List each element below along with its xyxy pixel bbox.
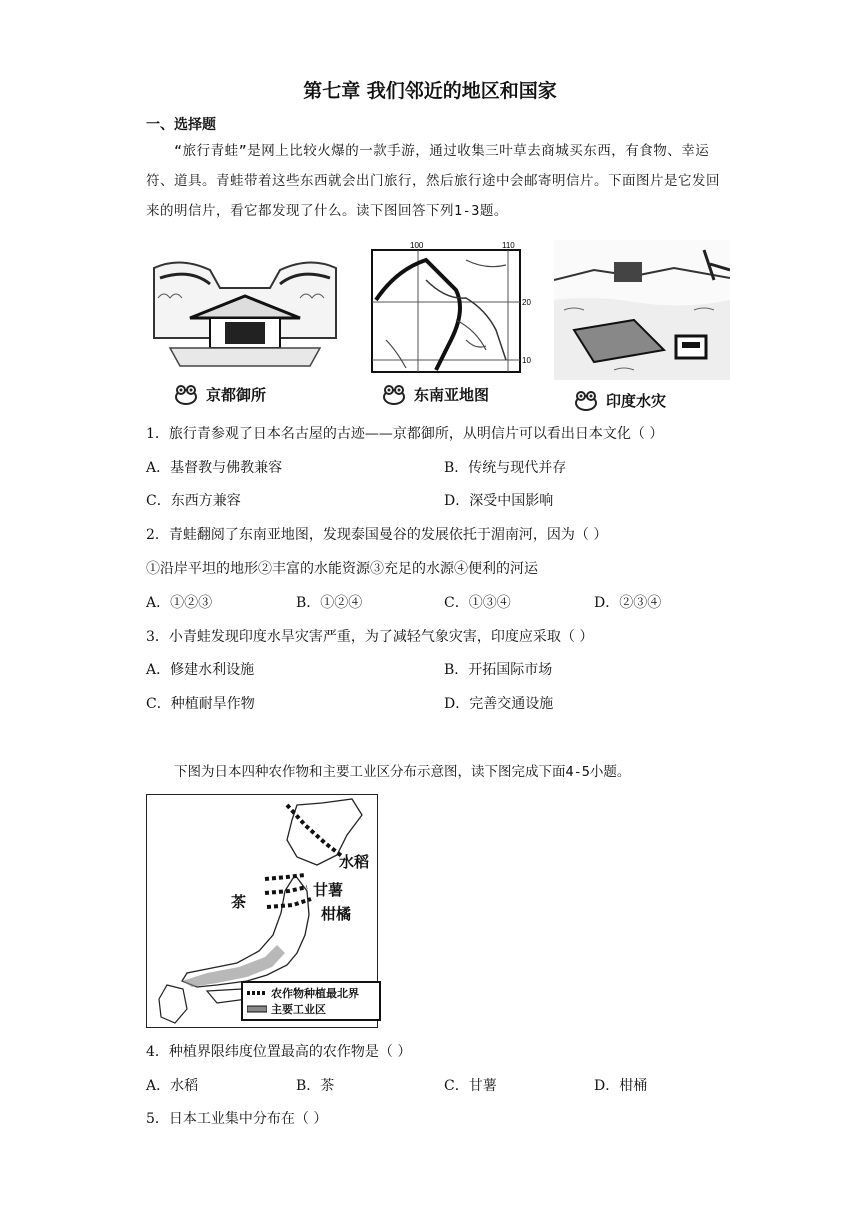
label-tea: 茶 (231, 893, 247, 911)
postcard-se-asia-map (366, 240, 536, 376)
postcard-india-flood-image (554, 240, 730, 380)
postcard-caption-india (572, 388, 666, 412)
q2-option-c[interactable]: C．①③④ (444, 595, 511, 611)
label-citrus: 柑橘 (321, 905, 352, 923)
q4-option-a[interactable]: A．水稻 (146, 1078, 199, 1094)
frog-icon (172, 382, 200, 406)
question-4-stem: 4．种植界限纬度位置最高的农作物是（ ） (146, 1044, 412, 1060)
japan-crop-map (146, 794, 378, 1028)
q2-option-a[interactable]: A．①②③ (146, 595, 213, 611)
question-2-stem: 2．青蛙翻阅了东南亚地图，发现泰国曼谷的发展依托于湄南河，因为（ ） (146, 527, 608, 543)
caption-text: 京都御所 (206, 385, 267, 404)
intro-paragraph-2: 下图为日本四种农作物和主要工业区分布示意图，读下图完成下面4-5小题。 (174, 764, 631, 780)
tick-10: 10 (522, 356, 531, 365)
label-rice: 水稻 (339, 853, 370, 871)
tick-20: 20 (522, 298, 531, 307)
caption-text: 印度水灾 (606, 391, 667, 410)
label-sweet-potato: 甘薯 (313, 881, 344, 899)
postcard-caption-kyoto (172, 382, 266, 406)
q3-option-c[interactable]: C．种植耐旱作物 (146, 696, 255, 712)
map-legend (241, 981, 381, 1021)
question-1-stem: 1．旅行青参观了日本名古屋的古迹——京都御所，从明信片可以看出日本文化（ ） (146, 426, 664, 442)
q1-option-c[interactable]: C．东西方兼容 (146, 493, 241, 509)
page-title: 第七章 我们邻近的地区和国家 (303, 80, 557, 102)
postcard-caption-se-asia (380, 382, 489, 406)
caption-text: 东南亚地图 (414, 385, 490, 404)
q4-option-b[interactable]: B．茶 (296, 1078, 335, 1094)
section-heading: 一、选择题 (146, 117, 216, 133)
q1-option-a[interactable]: A．基督教与佛教兼容 (146, 460, 283, 476)
q4-option-d[interactable]: D．柑桶 (594, 1078, 648, 1094)
frog-icon (572, 388, 600, 412)
q2-option-b[interactable]: B．①②④ (296, 595, 363, 611)
intro-paragraph: “旅行青蛙”是网上比较火爆的一款手游，通过收集三叶草去商城买东西，有食物、幸运符、道具。青蛙带着这些东西就会出门旅行，然后旅行途中会邮寄明信片。下面图片是它发回来的明信片，看它都发现了什么。读下图回答下列1-3题。 (146, 143, 720, 219)
dotted-line-legend-icon (247, 990, 267, 996)
q4-option-c[interactable]: C．甘薯 (444, 1078, 497, 1094)
q1-option-b[interactable]: B．传统与现代并存 (444, 460, 567, 476)
industrial-zone-legend-icon (247, 1005, 267, 1013)
question-2-note: ①沿岸平坦的地形②丰富的水能资源③充足的水源④便利的河运 (146, 561, 538, 577)
legend-item-crop-line: 农作物种植最北界 (271, 987, 359, 1000)
frog-icon (380, 382, 408, 406)
legend-item-industrial: 主要工业区 (271, 1003, 326, 1016)
postcard-kyoto-image (150, 248, 340, 374)
question-3-stem: 3．小青蛙发现印度水旱灾害严重，为了减轻气象灾害，印度应采取（ ） (146, 629, 594, 645)
q3-option-a[interactable]: A．修建水利设施 (146, 662, 255, 678)
q3-option-b[interactable]: B．开拓国际市场 (444, 662, 553, 678)
q1-option-d[interactable]: D．深受中国影响 (444, 493, 554, 509)
q2-option-d[interactable]: D．②③④ (594, 595, 662, 611)
question-5-stem: 5．日本工业集中分布在（ ） (146, 1111, 328, 1127)
tick-100: 100 (410, 241, 424, 250)
tick-110: 110 (502, 241, 515, 250)
q3-option-d[interactable]: D．完善交通设施 (444, 696, 554, 712)
